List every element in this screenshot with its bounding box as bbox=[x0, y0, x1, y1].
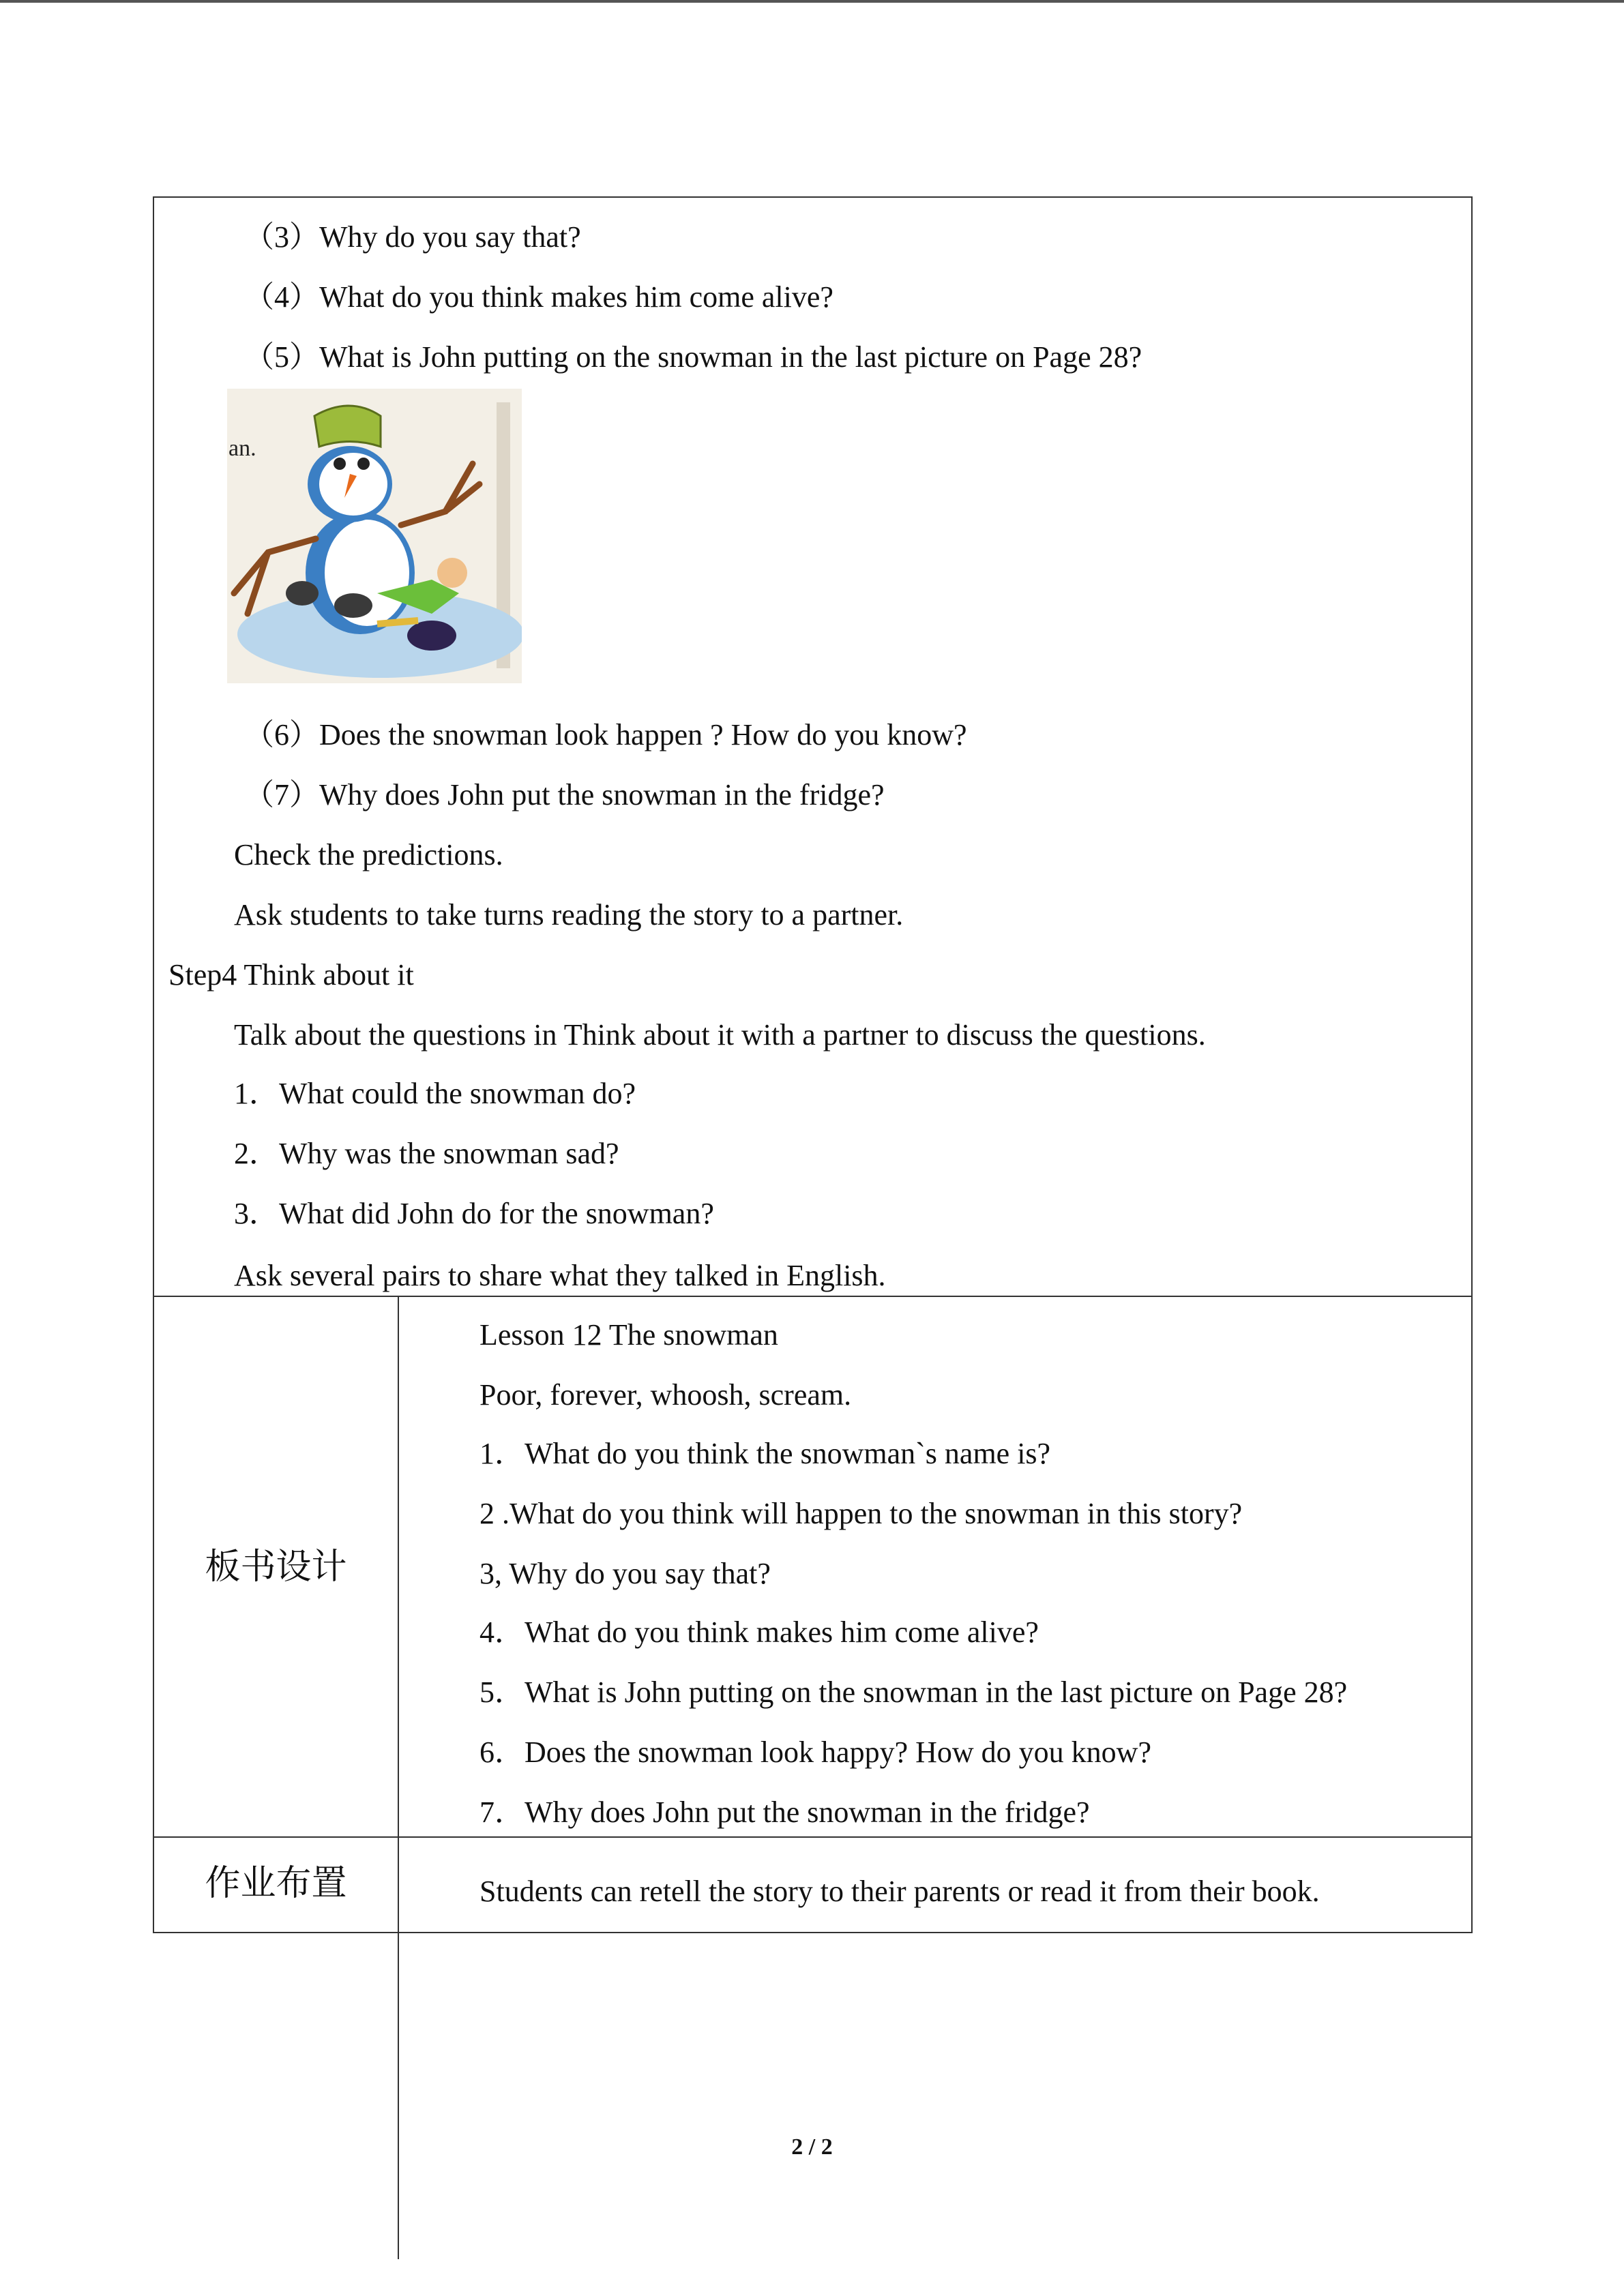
blackboard-design-label: 板书设计 bbox=[205, 1547, 347, 1587]
page-top-rule bbox=[0, 0, 1624, 3]
blackboard-line-2: Poor, forever, whoosh, scream. bbox=[479, 1378, 852, 1412]
share-instruction: Ask several pairs to share what they talked in English. bbox=[234, 1259, 886, 1292]
lesson-plan-table bbox=[153, 196, 1473, 1933]
check-predictions: Check the predictions. bbox=[234, 838, 503, 871]
step4-question-1: 1．What could the snowman do? bbox=[234, 1077, 636, 1110]
step4-intro: Talk about the questions in Think about it with a partner to discuss the questions. bbox=[234, 1018, 1206, 1052]
step4-question-3: 3．What did John do for the snowman? bbox=[234, 1197, 714, 1230]
row-divider-1 bbox=[154, 1296, 1471, 1297]
blackboard-line-7: 5．What is John putting on the snowman in the last picture on Page 28? bbox=[479, 1675, 1348, 1709]
column-divider bbox=[398, 1296, 399, 2259]
page-number: 2 / 2 bbox=[791, 2134, 833, 2160]
blackboard-line-9: 7．Why does John put the snowman in the fridge? bbox=[479, 1795, 1090, 1829]
snowman-illustration bbox=[227, 389, 522, 683]
illustration-caption: an. bbox=[228, 436, 256, 461]
blackboard-line-5: 3, Why do you say that? bbox=[479, 1557, 771, 1590]
blackboard-line-1: Lesson 12 The snowman bbox=[479, 1318, 778, 1352]
blackboard-line-6: 4．What do you think makes him come alive? bbox=[479, 1615, 1039, 1649]
step4-question-2: 2．Why was the snowman sad? bbox=[234, 1137, 619, 1170]
row-divider-2 bbox=[154, 1836, 1471, 1838]
blackboard-line-4: 2 .What do you think will happen to the snowman in this story? bbox=[479, 1497, 1243, 1530]
homework-text: Students can retell the story to their parents or read it from their book. bbox=[479, 1875, 1320, 1908]
question-6: （6）Does the snowman look happen ? How do you know? bbox=[244, 718, 967, 751]
question-7: （7）Why does John put the snowman in the fridge? bbox=[244, 778, 885, 811]
question-4: （4）What do you think makes him come alive? bbox=[244, 280, 833, 314]
step4-heading: Step4 Think about it bbox=[168, 958, 414, 992]
blackboard-line-8: 6．Does the snowman look happy? How do you know? bbox=[479, 1735, 1151, 1769]
question-3: （3）Why do you say that? bbox=[244, 220, 581, 254]
homework-label: 作业布置 bbox=[205, 1863, 347, 1904]
blackboard-line-3: 1．What do you think the snowman`s name is? bbox=[479, 1437, 1051, 1470]
question-5: （5）What is John putting on the snowman in the last picture on Page 28? bbox=[244, 340, 1142, 374]
take-turns-instruction: Ask students to take turns reading the story to a partner. bbox=[234, 898, 904, 931]
